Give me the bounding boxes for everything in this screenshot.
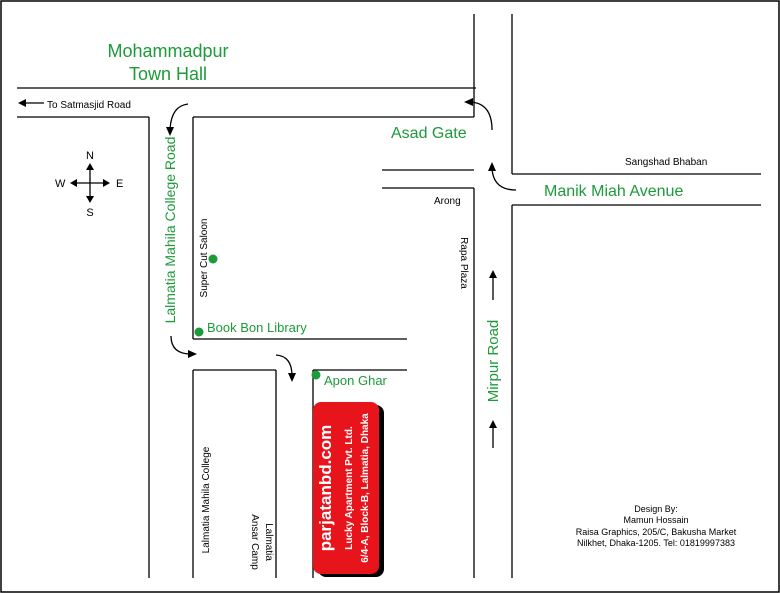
apon-ghar-marker xyxy=(312,371,321,380)
book-bon-marker xyxy=(195,328,204,337)
ansar-camp-label-line1: Lalmatia xyxy=(263,523,274,561)
apon-ghar-arrow-head xyxy=(288,373,296,382)
satmasjid-arrow-head xyxy=(18,99,26,107)
credits-line2: Mamun Hossain xyxy=(623,515,689,525)
lalmatia-college-label: Lalmatia Mahila College xyxy=(201,446,212,554)
compass-s: S xyxy=(86,207,94,219)
compass-w: W xyxy=(55,178,66,190)
arong-label: Arong xyxy=(434,196,461,207)
block-turn-arrow-head xyxy=(188,350,197,358)
credits-line1: Design By: xyxy=(634,504,678,514)
credits-line4: Nilkhet, Dhaka-1205. Tel: 01819997383 xyxy=(577,538,735,548)
sangshad-label: Sangshad Bhaban xyxy=(625,157,708,168)
mirpur-arrow-lower-head xyxy=(489,420,497,428)
compass-north-head xyxy=(86,163,94,170)
apon-ghar-label: Apon Ghar xyxy=(324,373,387,388)
compass-west-head xyxy=(70,179,77,187)
sign-line1: Lucky Apartment Pvt. Ltd. xyxy=(344,426,355,550)
sign-title: parjatanbd.com xyxy=(316,424,335,552)
credits-line3: Raisa Graphics, 205/C, Bakusha Market xyxy=(575,527,737,537)
ansar-camp-label-line2: Ansar Camp xyxy=(249,514,260,570)
sign-line2: 6/4-A, Block-B, Lalmatia, Dhaka xyxy=(360,413,371,563)
mirpur-road-label: Mirpur Road xyxy=(485,319,502,403)
compass-icon xyxy=(55,150,123,219)
lalmatia-turn-arrow-head xyxy=(166,127,174,136)
mirpur-arrow-up-head xyxy=(489,270,497,278)
asad-gate-label: Asad Gate xyxy=(391,125,467,142)
compass-east-head xyxy=(103,179,110,187)
asad-gate-arrow xyxy=(470,102,492,130)
satmasjid-label: To Satmasjid Road xyxy=(47,100,131,111)
road-lines xyxy=(17,14,761,578)
compass-south-head xyxy=(86,196,94,203)
compass-n: N xyxy=(86,150,94,162)
manik-miah-label: Manik Miah Avenue xyxy=(544,183,684,200)
manik-miah-arrow-head xyxy=(488,162,496,171)
lalmatia-turn-arrow xyxy=(170,104,188,130)
design-credits xyxy=(576,504,737,548)
apon-ghar-arrow xyxy=(276,355,292,376)
compass-e: E xyxy=(116,178,124,190)
asad-gate-arrow-head xyxy=(464,98,473,106)
rapa-plaza-label: Rapa Plaza xyxy=(458,237,469,289)
town-hall-label-line1: Mohammadpur xyxy=(107,41,229,61)
lalmatia-college-road-label: Lalmatia Mahila College Road xyxy=(162,136,178,324)
destination-sign xyxy=(313,402,384,577)
book-bon-label: Book Bon Library xyxy=(207,320,307,335)
super-cut-label: Super Cut Saloon xyxy=(199,218,210,298)
town-hall-label-line2: Town Hall xyxy=(128,64,208,84)
